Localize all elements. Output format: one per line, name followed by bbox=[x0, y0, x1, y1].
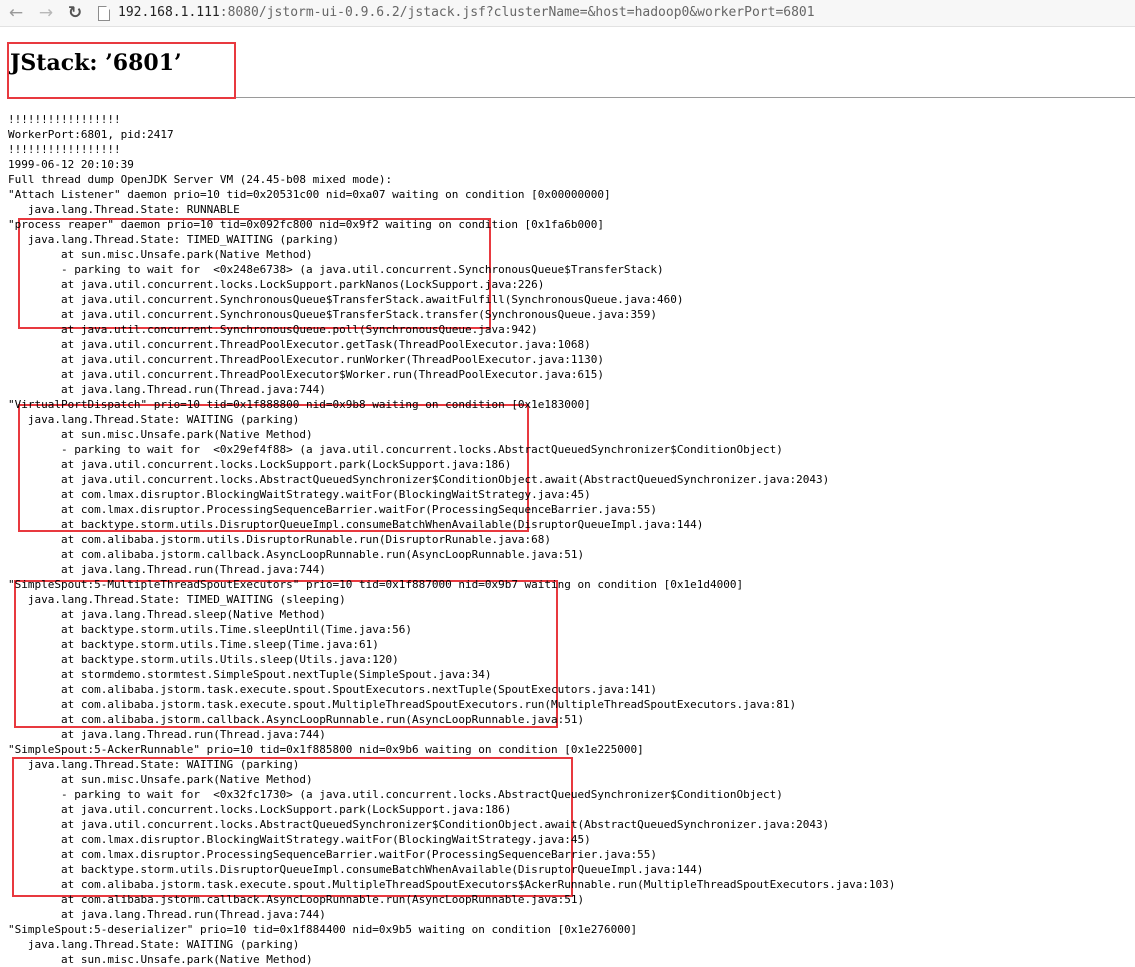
dump-line: at java.util.concurrent.ThreadPoolExecutor.runWorker(ThreadPoolExecutor.java:1130) bbox=[8, 353, 605, 366]
dump-line: !!!!!!!!!!!!!!!!! bbox=[8, 143, 121, 156]
dump-line: - parking to wait for <0x32fc1730> (a java.util.concurrent.locks.AbstractQueuedSynchronizer$ConditionObject) bbox=[8, 788, 783, 801]
dump-line: at backtype.storm.utils.DisruptorQueueImpl.consumeBatchWhenAvailable(DisruptorQueueImpl.java:144) bbox=[8, 863, 704, 876]
dump-line: at java.util.concurrent.ThreadPoolExecutor.getTask(ThreadPoolExecutor.java:1068) bbox=[8, 338, 591, 351]
arrow-left-icon[interactable]: ← bbox=[8, 3, 24, 23]
dump-line: at java.util.concurrent.SynchronousQueue$TransferStack.transfer(SynchronousQueue.java:359) bbox=[8, 308, 658, 321]
url-path: :8080/jstorm-ui-0.9.6.2/jstack.jsf?clusterName=&host=hadoop0&workerPort=6801 bbox=[219, 5, 815, 20]
url-host: 192.168.1.111 bbox=[118, 5, 220, 20]
dump-line: at com.lmax.disruptor.BlockingWaitStrategy.waitFor(BlockingWaitStrategy.java:45) bbox=[8, 488, 591, 501]
dump-line: at sun.misc.Unsafe.park(Native Method) bbox=[8, 773, 313, 786]
dump-line: at java.lang.Thread.sleep(Native Method) bbox=[8, 608, 326, 621]
dump-line: at java.lang.Thread.run(Thread.java:744) bbox=[8, 563, 326, 576]
dump-line: Full thread dump OpenJDK Server VM (24.45-b08 mixed mode): bbox=[8, 173, 393, 186]
highlight-box bbox=[7, 42, 236, 99]
dump-line: at stormdemo.stormtest.SimpleSpout.nextTuple(SimpleSpout.java:34) bbox=[8, 668, 492, 681]
dump-line: "VirtualPortDispatch" prio=10 tid=0x1f888800 nid=0x9b8 waiting on condition [0x1e183000] bbox=[8, 398, 591, 411]
dump-line: at backtype.storm.utils.Utils.sleep(Utils.java:120) bbox=[8, 653, 399, 666]
dump-line: at com.alibaba.jstorm.callback.AsyncLoopRunnable.run(AsyncLoopRunnable.java:51) bbox=[8, 548, 585, 561]
dump-line: "SimpleSpout:5-deserializer" prio=10 tid=0x1f884400 nid=0x9b5 waiting on condition [0x1e276000] bbox=[8, 923, 638, 936]
dump-line: "SimpleSpout:5-MultipleThreadSpoutExecutors" prio=10 tid=0x1f887000 nid=0x9b7 waiting on condition [0x1e1d4000] bbox=[8, 578, 744, 591]
dump-line: at java.util.concurrent.SynchronousQueue$TransferStack.awaitFulfill(SynchronousQueue.java:460) bbox=[8, 293, 684, 306]
dump-line: at backtype.storm.utils.DisruptorQueueImpl.consumeBatchWhenAvailable(DisruptorQueueImpl.java:144) bbox=[8, 518, 704, 531]
page-title: JStack: ’6801’ bbox=[10, 50, 182, 76]
dump-line: java.lang.Thread.State: WAITING (parking) bbox=[8, 413, 300, 426]
browser-toolbar bbox=[0, 0, 1135, 27]
dump-line: !!!!!!!!!!!!!!!!! bbox=[8, 113, 121, 126]
dump-line: at java.util.concurrent.locks.LockSupport.parkNanos(LockSupport.java:226) bbox=[8, 278, 545, 291]
dump-line: java.lang.Thread.State: TIMED_WAITING (sleeping) bbox=[8, 593, 346, 606]
dump-line: at sun.misc.Unsafe.park(Native Method) bbox=[8, 428, 313, 441]
dump-line: at backtype.storm.utils.Time.sleepUntil(Time.java:56) bbox=[8, 623, 412, 636]
dump-line: - parking to wait for <0x29ef4f88> (a java.util.concurrent.locks.AbstractQueuedSynchronizer$ConditionObject) bbox=[8, 443, 783, 456]
dump-line: at com.alibaba.jstorm.utils.DisruptorRunable.run(DisruptorRunable.java:68) bbox=[8, 533, 552, 546]
dump-line: at java.lang.Thread.run(Thread.java:744) bbox=[8, 908, 326, 921]
dump-line: at java.util.concurrent.locks.LockSupport.park(LockSupport.java:186) bbox=[8, 803, 512, 816]
dump-line: at sun.misc.Unsafe.park(Native Method) bbox=[8, 248, 313, 261]
dump-line: at com.alibaba.jstorm.task.execute.spout.MultipleThreadSpoutExecutors$AckerRunnable.run(MultipleThreadSpoutExecutors.java:103) bbox=[8, 878, 896, 891]
dump-line: at com.alibaba.jstorm.task.execute.spout.SpoutExecutors.nextTuple(SpoutExecutors.java:141) bbox=[8, 683, 658, 696]
dump-line: at java.lang.Thread.run(Thread.java:744) bbox=[8, 383, 326, 396]
dump-line: at java.util.concurrent.SynchronousQueue.poll(SynchronousQueue.java:942) bbox=[8, 323, 538, 336]
dump-line: at java.util.concurrent.locks.AbstractQueuedSynchronizer$ConditionObject.await(AbstractQueuedSynchronizer.java:2043) bbox=[8, 473, 830, 486]
jstack-output bbox=[8, 112, 1135, 967]
dump-line: at backtype.storm.utils.Time.sleep(Time.java:61) bbox=[8, 638, 379, 651]
dump-line: at java.util.concurrent.locks.AbstractQueuedSynchronizer$ConditionObject.await(AbstractQueuedSynchronizer.java:2043) bbox=[8, 818, 830, 831]
dump-line: java.lang.Thread.State: RUNNABLE bbox=[8, 203, 240, 216]
dump-line: java.lang.Thread.State: TIMED_WAITING (parking) bbox=[8, 233, 340, 246]
dump-line: at com.alibaba.jstorm.callback.AsyncLoopRunnable.run(AsyncLoopRunnable.java:51) bbox=[8, 893, 585, 906]
arrow-right-icon[interactable]: → bbox=[38, 3, 54, 23]
dump-line: "SimpleSpout:5-AckerRunnable" prio=10 tid=0x1f885800 nid=0x9b6 waiting on condition [0x1e225000] bbox=[8, 743, 644, 756]
dump-line: java.lang.Thread.State: WAITING (parking) bbox=[8, 938, 300, 951]
dump-line: - parking to wait for <0x248e6738> (a java.util.concurrent.SynchronousQueue$TransferStack) bbox=[8, 263, 664, 276]
document-icon bbox=[98, 6, 110, 21]
dump-line: at java.lang.Thread.run(Thread.java:744) bbox=[8, 728, 326, 741]
dump-line: at com.lmax.disruptor.ProcessingSequenceBarrier.waitFor(ProcessingSequenceBarrier.java:55) bbox=[8, 503, 658, 516]
address-bar[interactable] bbox=[118, 4, 815, 21]
dump-line: "process reaper" daemon prio=10 tid=0x092fc800 nid=0x9f2 waiting on condition [0x1fa6b000] bbox=[8, 218, 605, 231]
dump-line: WorkerPort:6801, pid:2417 bbox=[8, 128, 174, 141]
dump-line: at com.lmax.disruptor.BlockingWaitStrategy.waitFor(BlockingWaitStrategy.java:45) bbox=[8, 833, 591, 846]
dump-line: at com.lmax.disruptor.ProcessingSequenceBarrier.waitFor(ProcessingSequenceBarrier.java:55) bbox=[8, 848, 658, 861]
dump-line: at sun.misc.Unsafe.park(Native Method) bbox=[8, 953, 313, 966]
dump-line: at com.alibaba.jstorm.task.execute.spout.MultipleThreadSpoutExecutors.run(MultipleThreadSpoutExecutors.java:81) bbox=[8, 698, 797, 711]
dump-line: at java.util.concurrent.locks.LockSupport.park(LockSupport.java:186) bbox=[8, 458, 512, 471]
reload-icon[interactable]: ↻ bbox=[67, 3, 83, 23]
dump-line: "Attach Listener" daemon prio=10 tid=0x20531c00 nid=0xa07 waiting on condition [0x00000000] bbox=[8, 188, 611, 201]
dump-line: at com.alibaba.jstorm.callback.AsyncLoopRunnable.run(AsyncLoopRunnable.java:51) bbox=[8, 713, 585, 726]
dump-line: 1999-06-12 20:10:39 bbox=[8, 158, 134, 171]
dump-line: java.lang.Thread.State: WAITING (parking) bbox=[8, 758, 300, 771]
dump-line: at java.util.concurrent.ThreadPoolExecutor$Worker.run(ThreadPoolExecutor.java:615) bbox=[8, 368, 605, 381]
